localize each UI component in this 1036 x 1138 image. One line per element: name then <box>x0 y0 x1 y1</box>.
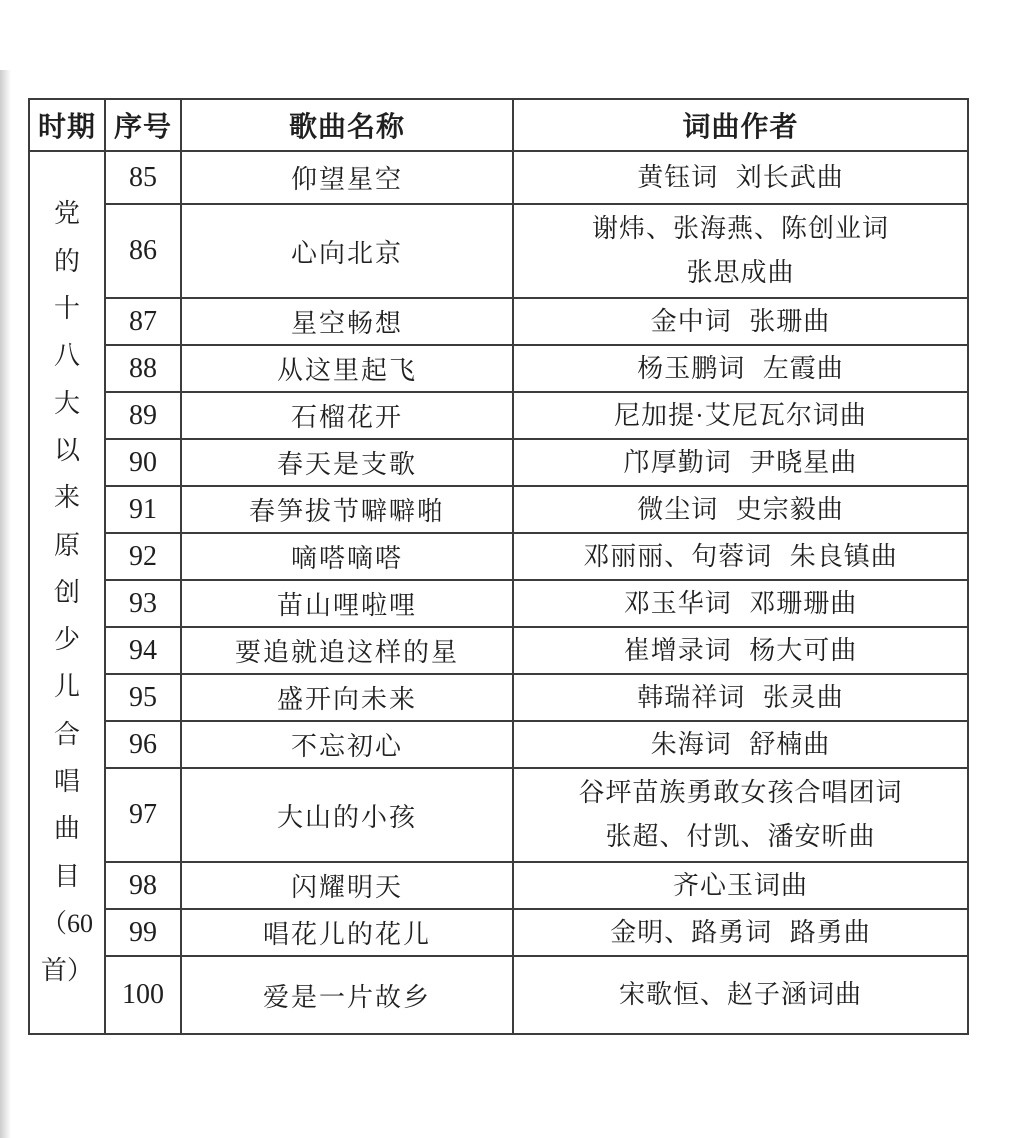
row-number: 87 <box>105 298 181 345</box>
author-line: 宋歌恒、赵子涵词曲 <box>618 980 862 1009</box>
author-line: 邓玉华词 邓珊珊曲 <box>623 588 858 618</box>
period-char: 唱 <box>53 767 80 797</box>
song-name: 苗山哩啦哩 <box>181 580 513 627</box>
author-line: 崔增录词 杨大可曲 <box>623 635 858 665</box>
song-name: 春笋拔节噼噼啪 <box>181 486 513 533</box>
song-name: 盛开向未来 <box>181 674 513 721</box>
period-char: 党 <box>53 199 80 229</box>
period-char: 的 <box>53 246 80 276</box>
table-row <box>29 345 968 392</box>
table-row <box>29 627 968 674</box>
row-number: 85 <box>105 151 181 204</box>
authors <box>513 768 968 862</box>
period-cell <box>29 151 105 1034</box>
authors <box>513 580 968 627</box>
song-name: 星空畅想 <box>181 298 513 345</box>
row-number: 99 <box>105 909 181 956</box>
table-row <box>29 533 968 580</box>
author-line: 张超、付凯、潘安昕曲 <box>605 822 876 851</box>
period-char: 以 <box>53 435 80 465</box>
author-line: 邓丽丽、句蓉词 朱良镇曲 <box>583 541 898 571</box>
row-number: 95 <box>105 674 181 721</box>
song-name: 不忘初心 <box>181 721 513 768</box>
song-name: 仰望星空 <box>181 151 513 204</box>
authors <box>513 204 968 298</box>
table-row <box>29 909 968 956</box>
table-row <box>29 486 968 533</box>
song-table <box>28 98 969 1035</box>
author-line: 张思成曲 <box>686 258 795 287</box>
table-row <box>29 580 968 627</box>
period-char: 儿 <box>53 672 80 702</box>
table-row <box>29 151 968 204</box>
period-char: 首） <box>40 956 93 986</box>
header-period: 时期 <box>29 99 105 151</box>
table-row <box>29 204 968 298</box>
row-number: 92 <box>105 533 181 580</box>
song-name: 嘀嗒嘀嗒 <box>181 533 513 580</box>
period-char: 原 <box>53 530 80 560</box>
period-char: 曲 <box>53 814 80 844</box>
authors <box>513 486 968 533</box>
period-char: 目 <box>53 861 80 891</box>
table-row <box>29 862 968 909</box>
authors <box>513 345 968 392</box>
period-char: 十 <box>53 294 80 324</box>
header-row <box>29 99 968 151</box>
author-line: 齐心玉词曲 <box>672 870 808 900</box>
period-char: 合 <box>53 719 80 749</box>
table-row <box>29 674 968 721</box>
author-line: 杨玉鹏词 左霞曲 <box>637 353 844 383</box>
author-line: 邝厚勤词 尹晓星曲 <box>623 447 858 477</box>
authors <box>513 909 968 956</box>
author-line: 微尘词 史宗毅曲 <box>637 494 844 524</box>
row-number: 93 <box>105 580 181 627</box>
row-number: 86 <box>105 204 181 298</box>
table-row <box>29 392 968 439</box>
authors <box>513 956 968 1034</box>
row-number: 88 <box>105 345 181 392</box>
authors <box>513 439 968 486</box>
table-row <box>29 439 968 486</box>
row-number: 97 <box>105 768 181 862</box>
author-line: 金中词 张珊曲 <box>650 306 831 336</box>
author-line: 尼加提·艾尼瓦尔词曲 <box>614 400 867 430</box>
table-row <box>29 721 968 768</box>
period-char: 创 <box>53 577 80 607</box>
row-number: 94 <box>105 627 181 674</box>
authors <box>513 298 968 345</box>
period-vertical-label <box>30 194 104 990</box>
song-name: 爱是一片故乡 <box>181 956 513 1034</box>
row-number: 98 <box>105 862 181 909</box>
authors <box>513 721 968 768</box>
author-line: 韩瑞祥词 张灵曲 <box>637 682 844 712</box>
period-char: 来 <box>53 483 80 513</box>
table-row <box>29 298 968 345</box>
row-number: 91 <box>105 486 181 533</box>
authors <box>513 627 968 674</box>
author-line: 金明、路勇词 路勇曲 <box>610 917 871 947</box>
authors <box>513 151 968 204</box>
song-name: 唱花儿的花儿 <box>181 909 513 956</box>
author-line: 黄钰词 刘长武曲 <box>637 162 844 192</box>
row-number: 90 <box>105 439 181 486</box>
period-char: 大 <box>53 388 80 418</box>
row-number: 89 <box>105 392 181 439</box>
song-name: 石榴花开 <box>181 392 513 439</box>
authors <box>513 533 968 580</box>
song-name: 闪耀明天 <box>181 862 513 909</box>
author-line: 谢炜、张海燕、陈创业词 <box>591 214 889 243</box>
table-row <box>29 768 968 862</box>
header-number: 序号 <box>105 99 181 151</box>
period-char: 八 <box>53 341 80 371</box>
period-char: （60 <box>40 908 93 938</box>
header-authors: 词曲作者 <box>513 99 968 151</box>
period-char: 少 <box>53 625 80 655</box>
scan-edge-shadow <box>0 70 11 1138</box>
authors <box>513 674 968 721</box>
header-song: 歌曲名称 <box>181 99 513 151</box>
author-line: 朱海词 舒楠曲 <box>650 729 831 759</box>
song-name: 大山的小孩 <box>181 768 513 862</box>
authors <box>513 392 968 439</box>
author-line: 谷坪苗族勇敢女孩合唱团词 <box>578 778 903 807</box>
row-number: 100 <box>105 956 181 1034</box>
song-name: 要追就追这样的星 <box>181 627 513 674</box>
song-name: 从这里起飞 <box>181 345 513 392</box>
authors <box>513 862 968 909</box>
row-number: 96 <box>105 721 181 768</box>
song-name: 心向北京 <box>181 204 513 298</box>
song-name: 春天是支歌 <box>181 439 513 486</box>
table-row <box>29 956 968 1034</box>
